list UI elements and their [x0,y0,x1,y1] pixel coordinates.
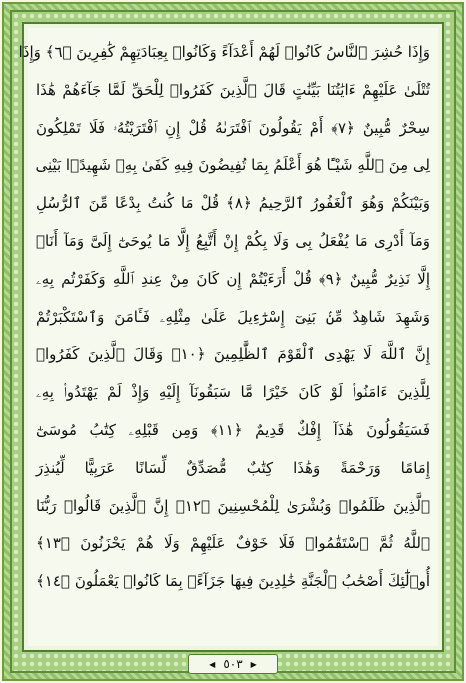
text-line: وَشَهِدَ شَاهِدٌ مِّنۢ بَنِىٓ إِسْرَٰٓءِيلَ عَلَىٰ مِثْلِهِۦ فَـَٔامَنَ وَٱسْتَكْبَرْتُمْ [36,307,430,326]
next-page-icon[interactable]: ◀ [209,659,216,669]
text-line: أُو۟لَٰٓئِكَ أَصْحَٰبُ ٱلْجَنَّةِ خَٰلِدِينَ فِيهَا جَزَآءًۢ بِمَا كَانُوا۟ يَعْمَلُونَ ﴿١٤﴾ [36,572,430,591]
text-line: وَمَآ أَدْرِى مَا يُفْعَلُ بِى وَلَا بِكُمْ إِنْ أَتَّبِعُ إِلَّا مَا يُوحَىٰٓ إِلَىَّ وَمَآ أَنَا۠ [36,231,430,250]
text-line: وَبَيْنَكُمْ وَهُوَ ٱلْغَفُورُ ٱلرَّحِيمُ ﴿٨﴾ قُلْ مَا كُنتُ بِدْعًا مِّنَ ٱلرُّسُلِ [36,194,430,213]
text-line: إِنَّ ٱللَّهَ لَا يَهْدِى ٱلْقَوْمَ ٱلظَّٰلِمِينَ ﴿١٠﴾ وَقَالَ ٱلَّذِينَ كَفَرُوا۟ [36,345,430,364]
text-line: لِلَّذِينَ ءَامَنُوا۟ لَوْ كَانَ خَيْرًا مَّا سَبَقُونَآ إِلَيْهِ وَإِذْ لَمْ يَهْتَدُوا۟ بِهِۦ [36,383,430,402]
page-number: ٥٠٣ [223,657,243,671]
text-line: ٱلَّذِينَ ظَلَمُوا۟ وَبُشْرَىٰ لِلْمُحْسِنِينَ ﴿١٢﴾ إِنَّ ٱلَّذِينَ قَالُوا۟ رَبُّنَا [36,496,430,515]
text-line: وَإِذَا حُشِرَ ٱلنَّاسُ كَانُوا۟ لَهُمْ أَعْدَآءً وَكَانُوا۟ بِعِبَادَتِهِمْ كَٰفِرِينَ ﴿٦﴾ وَإِذَا [18,43,430,61]
text-line: إِلَّا نَذِيرٌ مُّبِينٌ ﴿٩﴾ قُلْ أَرَءَيْتُمْ إِن كَانَ مِنْ عِندِ ٱللَّهِ وَكَفَرْتُم بِهِۦ [36,269,430,288]
text-line: سِحْرٌ مُّبِينٌ ﴿٧﴾ أَمْ يَقُولُونَ ٱفْتَرَىٰهُ قُلْ إِنِ ٱفْتَرَيْتُهُۥ فَلَا تَمْلِكُونَ [36,118,431,137]
text-line: لِى مِنَ ٱللَّهِ شَيْـًٔا هُوَ أَعْلَمُ بِمَا تُفِيضُونَ فِيهِ كَفَىٰ بِهِۦ شَهِيدًۢا بَيْنِى [35,156,430,175]
text-line: إِمَامًا وَرَحْمَةً وَهَٰذَا كِتَٰبٌ مُّصَدِّقٌ لِّسَانًا عَرَبِيًّا لِّيُنذِرَ [36,458,430,477]
text-line: تُتْلَىٰ عَلَيْهِمْ ءَايَٰتُنَا بَيِّنَٰتٍ قَالَ ٱلَّذِينَ كَفَرُوا۟ لِلْحَقِّ لَمَّا جَآءَهُمْ هَٰذَا [36,80,430,99]
text-line: فَسَيَقُولُونَ هَٰذَآ إِفْكٌ قَدِيمٌ ﴿١١﴾ وَمِن قَبْلِهِۦ كِتَٰبُ مُوسَىٰٓ [36,420,430,439]
quran-text-block [18,28,438,646]
previous-page-icon[interactable]: ▶ [250,659,257,669]
page-number-plate [188,654,278,674]
text-line: ٱللَّهُ ثُمَّ ٱسْتَقَٰمُوا۟ فَلَا خَوْفٌ عَلَيْهِمْ وَلَا هُمْ يَحْزَنُونَ ﴿١٣﴾ [36,534,430,553]
